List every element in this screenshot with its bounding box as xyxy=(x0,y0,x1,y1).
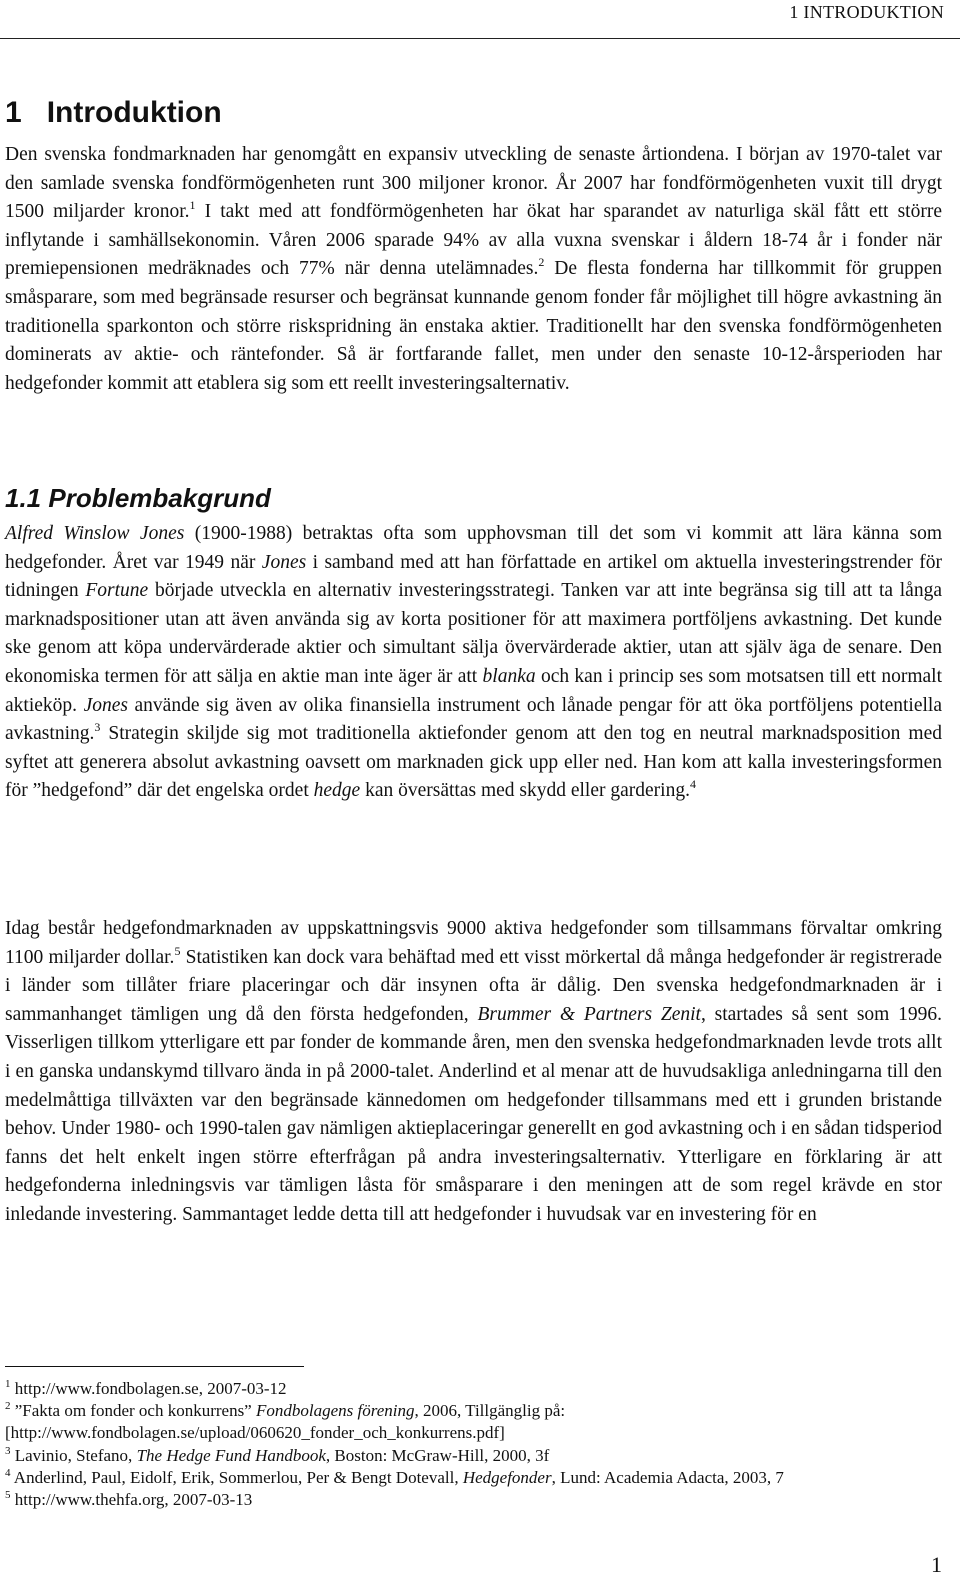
footnote-4 xyxy=(5,1467,942,1489)
footnote-number: 3 xyxy=(5,1444,11,1457)
footnote-link[interactable]: http://www.fondbolagen.se, 2007-03-12 xyxy=(10,1379,287,1398)
footnote-text: ”Fakta om fonder och konkurrens” xyxy=(10,1401,256,1421)
text-run: (1900-1988) betraktas ofta som upphovsman till det som vi kommit att lära känna som hedgefonder. Året var 1949 när xyxy=(5,523,942,573)
text-run: och kan i princip ses som motsatsen till ett normalt aktieköp. xyxy=(5,665,942,716)
italic-name: Alfred Winslow Jones xyxy=(5,523,185,544)
section-number: 1.1 xyxy=(5,483,42,513)
chapter-number: 1 xyxy=(5,96,22,129)
footnote-italic: Fondbolagens förening xyxy=(255,1401,415,1421)
italic-fund-name: Brummer & Partners Zenit xyxy=(477,1003,701,1025)
italic-term: hedge xyxy=(313,780,361,802)
footnote-link[interactable]: [http://www.fondbolagen.se/upload/060620_fonder_och_konkurrens.pdf] xyxy=(5,1423,505,1443)
footnote-ref-2[interactable]: 2 xyxy=(538,255,545,270)
italic-name: Jones xyxy=(83,694,128,716)
footnote-ref-4[interactable]: 4 xyxy=(689,777,696,792)
footnotes xyxy=(5,1378,942,1511)
text-run: använde sig även av olika finansiella instrument och lånade pengar för att öka portföljens potentiella avkastning. xyxy=(5,694,942,745)
text-run: , startades så sent som 1996. Visserligen tillkom ytterligare ett par fonder de kommande åren, men den svenska hedgefondmarknaden levde trots allt i en ganska undanskymd tillvaro ända in på 2000-talet. Anderlind et al menar att de huvudsakliga anledningarna till den medelmåttiga tillväxten var den begränsade kännedomen om hedgefonder tillsammans med ett i grunden bristande behov. Under 1980- och 1990-talen gav nämligen aktieplaceringar generellt en god avkastning och i en sådan tidsperiod fanns det helt enkelt ingen större efterfrågan på andra investeringsalternativ. Ytterligare en förklaring är att hedgefonderna inledningsvis var tämligen låsta för småsparare i den meningen att de som regel krävde en stor inledande investering. Sammantaget ledde detta till att hedgefonder i huvudsak var en investering för en xyxy=(5,1003,942,1225)
text-run: kan översättas med skydd eller gardering. xyxy=(360,780,690,802)
running-head: 1 INTRODUKTION xyxy=(789,2,944,22)
footnote-2 xyxy=(5,1400,942,1422)
text-run: De flesta fonderna har tillkommit för gruppen småsparare, som med begränsade resurser och begränsat kunnande genom fonder får möjlighet till högre avkastning än traditionella sparkonton och större riskspridning än enstaka aktier. Traditionellt har den svenska fondförmögenheten dominerats av aktie- och räntefonder. Så är fortfarande fallet, men under den senaste 10-12-årsperioden har hedgefonder kommit att etablera sig som ett reellt investeringsalternativ. xyxy=(5,258,943,394)
footnote-italic: Hedgefonder xyxy=(462,1467,552,1487)
footnote-separator xyxy=(5,1366,304,1367)
footnote-2-url[interactable] xyxy=(5,1422,942,1444)
footnote-5 xyxy=(5,1489,942,1511)
paragraph-intro xyxy=(5,141,942,398)
chapter-title: Introduktion xyxy=(46,96,222,129)
footnote-text: Lavinio, Stefano, xyxy=(10,1445,137,1465)
footnote-3 xyxy=(5,1445,942,1467)
italic-name: Jones xyxy=(261,551,307,573)
footnote-text: , Lund: Academia Adacta, 2003, 7 xyxy=(551,1467,784,1487)
section-title: Problembakgrund xyxy=(48,483,271,513)
footnote-number: 1 xyxy=(5,1378,11,1390)
italic-title: Fortune xyxy=(85,580,149,602)
text-run: började utveckla en alternativ investeringsstrategi. Tanken var att inte begränsa sig till att ta långa marknadspositioner utan att även använda sig av korta positioner för att maximera portföljens avkastning. Det kunde ske genom att köpa undervärderade aktier och simultant sälja övervärderade aktier, utan att själv äga de senare. Den ekonomiska termen för att sälja en aktie man inte äger är att xyxy=(5,580,942,687)
text-run: Den svenska fondmarknaden har genomgått en expansiv utveckling de senaste årtiondena. I början av 1970-talet var den samlade svenska fondförmögenheten runt 300 miljoner kronor. År 2007 har fondförmögenheten vuxit till drygt 1500 miljarder kronor. xyxy=(5,144,942,223)
italic-term: blanka xyxy=(482,665,536,687)
header-rule xyxy=(0,38,960,39)
section-heading xyxy=(5,482,271,514)
footnote-ref-3[interactable]: 3 xyxy=(94,720,101,735)
page-number: 1 xyxy=(931,1552,942,1577)
footnote-text: , Boston: McGraw-Hill, 2000, 3f xyxy=(325,1445,550,1465)
chapter-heading xyxy=(5,95,222,131)
footnote-number: 5 xyxy=(5,1489,11,1502)
footnote-ref-5[interactable]: 5 xyxy=(174,943,181,958)
footnote-ref-1[interactable]: 1 xyxy=(189,198,196,213)
paragraph-problem-2 xyxy=(5,915,942,1230)
text-run: i samband med att han författade en artikel om aktuella investeringstrender för tidningen xyxy=(5,551,942,602)
text-run: Strategin skiljde sig mot traditionella aktiefonder genom att den tog en neutral marknadsposition med syftet att generera absolut avkastning oavsett om marknaden gick upp eller ned. Han kom att kalla investeringsformen för ”hedgefond” där det engelska ordet xyxy=(5,723,942,802)
footnote-link[interactable]: http://www.thehfa.org, 2007-03-13 xyxy=(10,1490,253,1510)
footnote-italic: The Hedge Fund Handbook xyxy=(136,1445,326,1465)
footnote-number: 4 xyxy=(5,1466,11,1479)
text-run: I takt med att fondförmögenheten har ökat har sparandet av naturliga skäl fått ett större inflytande i samhällsekonomin. Våren 2006 sparade 94% av alla vuxna svenskar i åldern 18-74 år i fonder när premiepensionen medräknades och 77% när denna utelämnades. xyxy=(5,201,942,280)
paragraph-problem-1 xyxy=(5,520,942,806)
footnote-1 xyxy=(5,1378,942,1400)
footnote-text: , 2006, Tillgänglig på: xyxy=(414,1401,566,1421)
text-run: Idag består hedgefondmarknaden av uppskattningsvis 9000 aktiva hedgefonder som tillsammans förvaltar omkring 1100 miljarder dollar. xyxy=(5,918,942,968)
footnote-number: 2 xyxy=(5,1400,11,1413)
text-run: Statistiken kan dock vara behäftad med ett visst mörkertal då många hedgefonder är registrerade i länder som tillåter friare placeringar och där insynen ofta är dålig. Den svenska hedgefondmarknaden är i sammanhanget tämligen ung då den första hedgefonden, xyxy=(5,946,942,1025)
footnote-text: Anderlind, Paul, Eidolf, Erik, Sommerlou, Per & Bengt Dotevall, xyxy=(10,1467,463,1487)
